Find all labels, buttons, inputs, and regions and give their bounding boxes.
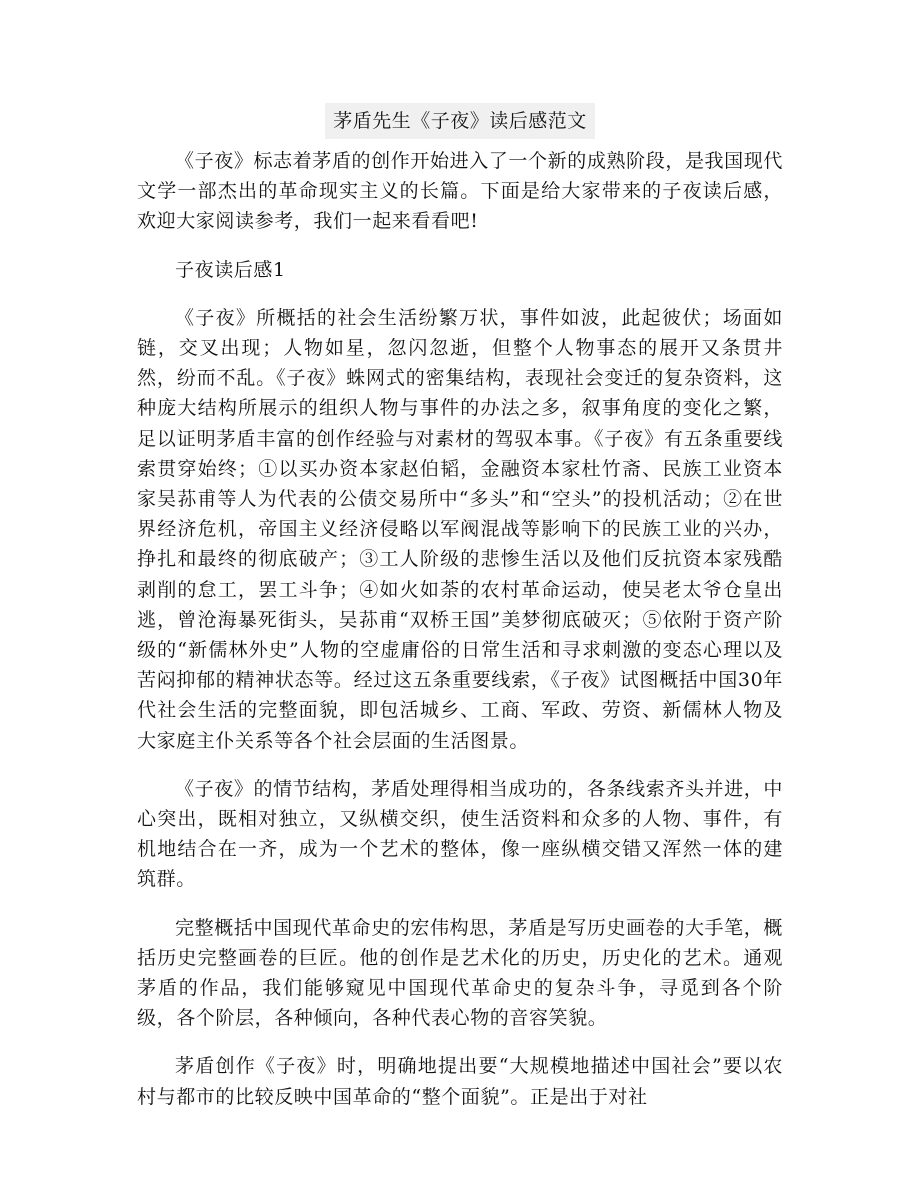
intro-paragraph: 《子夜》标志着茅盾的创作开始进入了一个新的成熟阶段，是我国现代文学一部杰出的革命现实主义的长篇。下面是给大家带来的子夜读后感，欢迎大家阅读参考，我们一起来看看吧!	[137, 150, 783, 233]
title-container	[0, 103, 920, 139]
body-paragraph-4: 茅盾创作《子夜》时，明确地提出要“大规模地描述中国社会”要以农村与都市的比较反映中国革命的“整个面貌”。正是出于对社	[137, 1055, 783, 1108]
body-paragraph-3: 完整概括中国现代革命史的宏伟构思，茅盾是写历史画卷的大手笔，概括历史完整画卷的巨匠。他的创作是艺术化的历史，历史化的艺术。通观茅盾的作品，我们能够窥见中国现代革命史的复杂斗争，寻觅到各个阶级，各个阶层，各种倾向，各种代表心物的音容笑貌。	[137, 916, 783, 1030]
section-heading: 子夜读后感1	[175, 258, 286, 281]
body-paragraph-2: 《子夜》的情节结构，茅盾处理得相当成功的，各条线索齐头并进，中心突出，既相对独立，又纵横交织，使生活资料和众多的人物、事件，有机地结合在一齐，成为一个艺术的整体，像一座纵横交错又浑然一体的建筑群。	[137, 777, 783, 891]
document-body	[137, 146, 783, 1130]
body-paragraph-1: 《子夜》所概括的社会生活纷繁万状，事件如波，此起彼伏；场面如链，交叉出现；人物如星，忽闪忽逝，但整个人物事态的展开又条贯井然，纷而不乱。《子夜》蛛网式的密集结构，表现社会变迁的复杂资料，这种庞大结构所展示的组织人物与事件的办法之多，叙事角度的变化之繁，足以证明茅盾丰富的创作经验与对素材的驾驭本事。《子夜》有五条重要线索贯穿始终；①以买办资本家赵伯韬，金融资本家杜竹斋、民族工业资本家吴荪甫等人为代表的公债交易所中“多头”和“空头”的投机活动；②在世界经济危机，帝国主义经济侵略以军阀混战等影响下的民族工业的兴办，挣扎和最终的彻底破产；③工人阶级的悲惨生活以及他们反抗资本家残酷剥削的怠工，罢工斗争；④如火如荼的农村革命运动，使吴老太爷仓皇出逃，曾沧海暴死街头，吴荪甫“双桥王国”美梦彻底破灭；⑤依附于资产阶级的“新儒林外史”人物的空虚庸俗的日常生活和寻求刺激的变态心理以及苦闷抑郁的精神状态等。经过这五条重要线索，《子夜》试图概括中国30年代社会生活的完整面貌，即包活城乡、工商、军政、劳资、新儒林人物及大家庭主仆关系等各个社会层面的生活图景。	[137, 306, 783, 752]
document-title: 茅盾先生《子夜》读后感范文	[325, 103, 595, 139]
